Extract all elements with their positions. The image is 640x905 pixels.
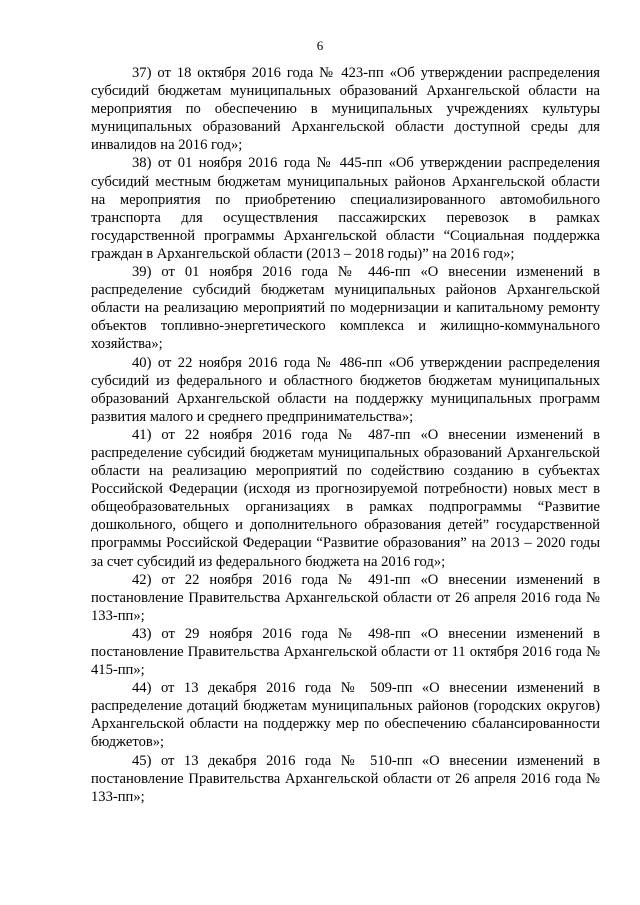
list-item: 40) от 22 ноября 2016 года № 486-пп «Об утверждении распределения субсидий из федерального и областного бюджетов бюджетам муниципальных образований Архангельской области на поддержку муниципальных программ развития малого и среднего предпринимательства»; — [91, 354, 600, 425]
page-number: 6 — [316, 38, 324, 53]
list-item: 39) от 01 ноября 2016 года № 446-пп «О внесении изменений в распределение субсидий бюджетам муниципальных районов Архангельской области на реализацию мероприятий по модернизации и капитальному ремонту объектов топливно-энергетического комплекса и жилищно-коммунального хозяйства»; — [91, 264, 600, 353]
list-item: 37) от 18 октября 2016 года № 423-пп «Об утверждении распределения субсидий бюджетам муниципальных образований Архангельской области на мероприятия по обеспечению в муниципальных учреждениях культуры муниципальных образований Архангельской области доступной среды для инвалидов на 2016 год»; — [91, 65, 600, 154]
list-item: 43) от 29 ноября 2016 года № 498-пп «О внесении изменений в постановление Правительства Архангельской области от 11 октября 2016 года № 415-пп»; — [91, 625, 600, 679]
document-body — [91, 64, 600, 806]
list-item: 38) от 01 ноября 2016 года № 445-пп «Об утверждении распределения субсидий местным бюджетам муниципальных районов Архангельской области на мероприятия по приобретению специализированного автомобильного транспорта для осуществления пассажирских перевозок в рамках государственной программы Архангельской области “Социальная поддержка граждан в Архангельской области (2013 – 2018 годы)” на 2016 год»; — [91, 155, 600, 262]
list-item: 44) от 13 декабря 2016 года № 509-пп «О внесении изменений в распределение дотаций бюджетам муниципальных районов (городских округов) Архангельской области на поддержку мер по обеспечению сбалансированности бюджетов»; — [91, 680, 600, 751]
list-item: 41) от 22 ноября 2016 года № 487-пп «О внесении изменений в распределение субсидий бюджетам муниципальных образований Архангельской области на реализацию мероприятий по содействию созданию в субъектах Российской Федерации (исходя из прогнозируемой потребности) новых мест в общеобразовательных организациях в рамках подпрограммы “Развитие дошкольного, общего и дополнительного образования детей” государственной программы Российской Федерации “Развитие образования” на 2013 – 2020 годы за счет субсидий из федерального бюджета на 2016 год»; — [91, 426, 600, 570]
list-item: 45) от 13 декабря 2016 года № 510-пп «О внесении изменений в постановление Правительства Архангельской области от 26 апреля 2016 года № 133-пп»; — [91, 752, 600, 805]
list-item: 42) от 22 ноября 2016 года № 491-пп «О внесении изменений в постановление Правительства Архангельской области от 26 апреля 2016 года № 133-пп»; — [91, 571, 600, 624]
